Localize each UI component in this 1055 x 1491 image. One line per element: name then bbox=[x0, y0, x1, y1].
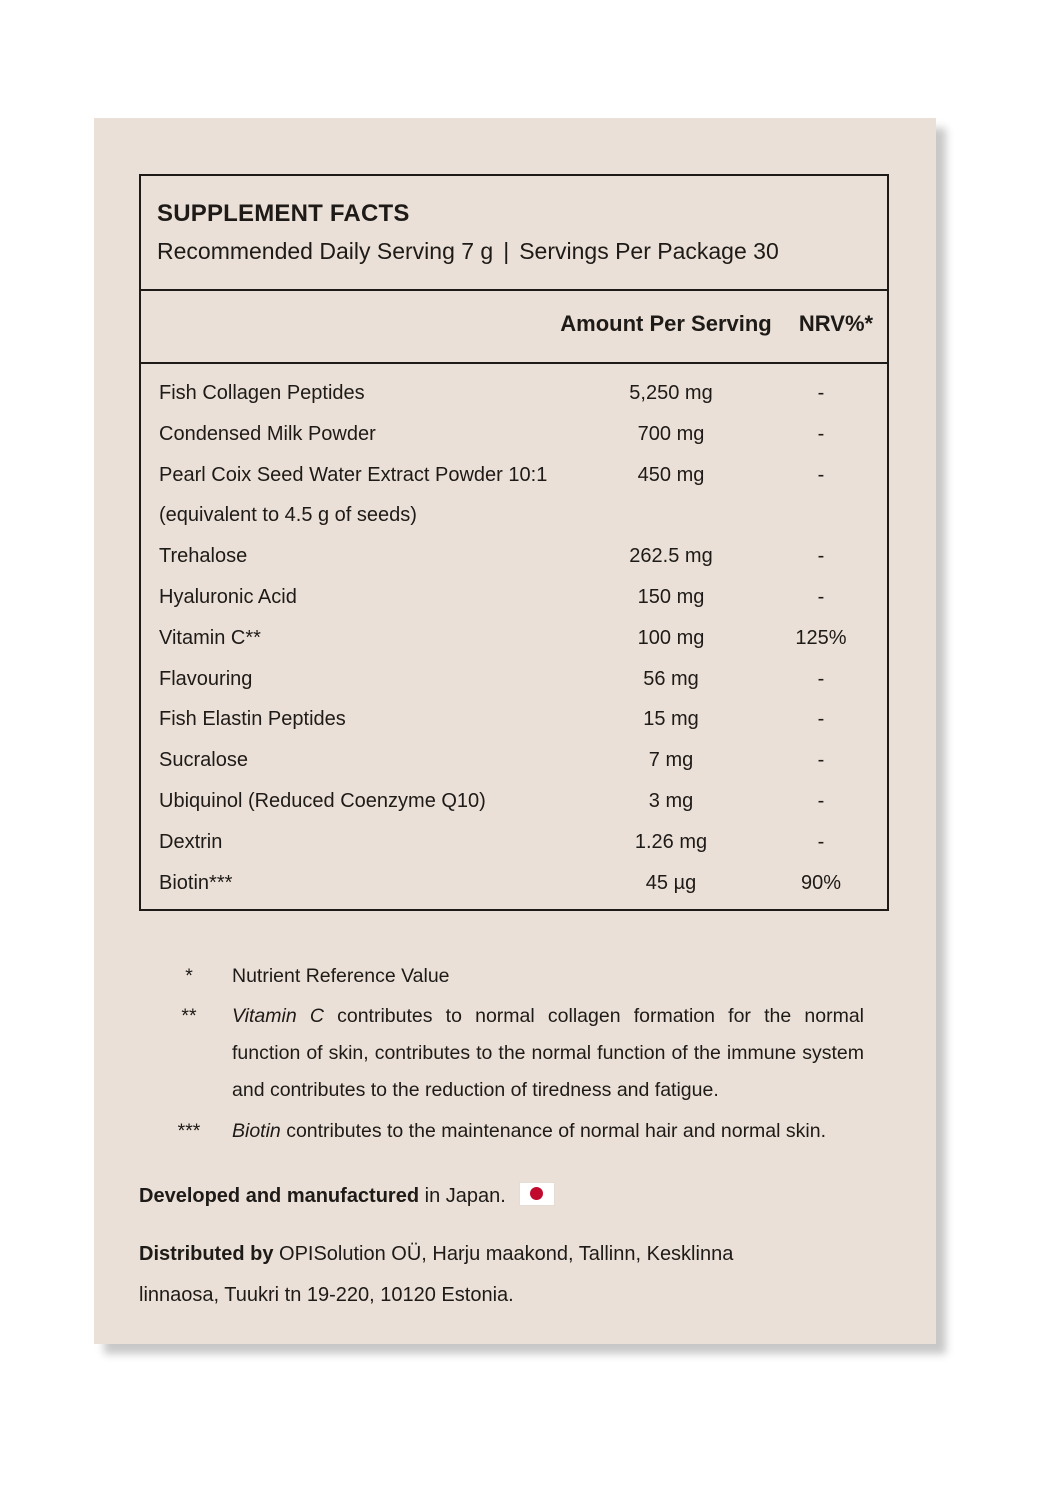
ingredient-name: Fish Collagen Peptides bbox=[159, 382, 365, 404]
column-headers bbox=[141, 291, 887, 364]
label-card bbox=[94, 118, 936, 1344]
table-row bbox=[141, 537, 887, 578]
ingredient-name: Flavouring bbox=[159, 667, 253, 690]
footnote-body: contributes to normal collagen formation for the normal function of skin, contributes to the normal function of the immune system and contributes to the reduction of tiredness and fatigue. bbox=[232, 1005, 864, 1101]
distributor-bold: Distributed by bbox=[139, 1243, 274, 1265]
serving-size: Recommended Daily Serving 7 g bbox=[157, 238, 494, 264]
ingredient-amount: 700 mg bbox=[637, 422, 705, 445]
ingredient-amount: 15 mg bbox=[643, 708, 699, 731]
ingredient-amount: 5,250 mg bbox=[629, 382, 713, 404]
table-row bbox=[141, 415, 887, 456]
ingredient-nrv: - bbox=[817, 382, 825, 404]
table-row bbox=[141, 496, 887, 537]
ingredient-amount: 45 µg bbox=[645, 871, 697, 894]
servings-per-package: Servings Per Package 30 bbox=[519, 238, 779, 264]
ingredient-amount: 1.26 mg bbox=[634, 830, 708, 853]
ingredient-nrv: - bbox=[817, 708, 825, 731]
supplement-facts-table bbox=[139, 174, 889, 911]
ingredient-rows bbox=[141, 374, 887, 904]
ingredient-name: Biotin*** bbox=[159, 871, 233, 894]
table-row bbox=[141, 864, 887, 905]
ingredient-name: Condensed Milk Powder bbox=[159, 422, 376, 445]
ingredient-nrv: - bbox=[817, 667, 825, 690]
footnote bbox=[164, 958, 864, 995]
ingredient-name: Ubiquinol (Reduced Coenzyme Q10) bbox=[159, 789, 486, 812]
ingredient-amount: 3 mg bbox=[648, 789, 694, 812]
table-row bbox=[141, 374, 887, 415]
amount-column-header: Amount Per Serving bbox=[560, 311, 772, 336]
facts-header bbox=[141, 176, 887, 291]
table-row bbox=[141, 823, 887, 864]
ingredient-amount: 150 mg bbox=[637, 585, 705, 608]
ingredient-name: Trehalose bbox=[159, 545, 248, 568]
table-row bbox=[141, 578, 887, 619]
distributor-statement bbox=[139, 1234, 789, 1316]
footnote-mark: * bbox=[185, 965, 193, 987]
ingredient-name: Sucralose bbox=[159, 749, 248, 772]
ingredient-nrv: - bbox=[817, 830, 825, 853]
footnote bbox=[164, 1113, 864, 1150]
ingredient-amount: 7 mg bbox=[648, 749, 694, 772]
ingredient-amount: 56 mg bbox=[643, 667, 699, 690]
ingredient-amount: 262.5 mg bbox=[629, 545, 713, 568]
distributor-text: OPISolution OÜ, Harju maakond, Tallinn, Kesklinna linnaosa, Tuukri tn 19-220, 10120 Estonia. bbox=[139, 1243, 734, 1306]
footnote-italic: Vitamin C bbox=[232, 1005, 324, 1027]
footnote-text bbox=[232, 958, 864, 995]
ingredient-name: Vitamin C** bbox=[159, 626, 261, 649]
footnote-text bbox=[232, 998, 864, 1109]
footnote-mark: *** bbox=[177, 1120, 201, 1142]
origin-text: in Japan. bbox=[419, 1185, 506, 1207]
ingredient-nrv: - bbox=[817, 789, 825, 812]
origin-bold: Developed and manufactured bbox=[139, 1185, 420, 1207]
footnote-text bbox=[232, 1113, 864, 1150]
ingredient-nrv: 125% bbox=[795, 626, 847, 649]
facts-title: SUPPLEMENT FACTS bbox=[157, 200, 410, 227]
footnote-body: contributes to the maintenance of normal hair and normal skin. bbox=[280, 1120, 826, 1142]
table-row bbox=[141, 619, 887, 660]
footnote-italic: Biotin bbox=[232, 1120, 281, 1142]
table-row bbox=[141, 660, 887, 701]
table-row bbox=[141, 741, 887, 782]
table-row bbox=[141, 456, 887, 497]
ingredient-amount: 450 mg bbox=[637, 463, 705, 486]
nrv-column-header: NRV%* bbox=[798, 311, 874, 336]
ingredient-nrv: - bbox=[817, 749, 825, 772]
ingredient-nrv: - bbox=[817, 422, 825, 445]
footnote-mark: ** bbox=[181, 1005, 197, 1027]
table-row bbox=[141, 700, 887, 741]
origin-statement bbox=[139, 1182, 555, 1208]
serving-separator: | bbox=[503, 238, 510, 264]
japan-flag-icon bbox=[519, 1182, 555, 1206]
ingredient-nrv: - bbox=[817, 463, 825, 486]
ingredient-amount: 100 mg bbox=[637, 626, 705, 649]
table-row bbox=[141, 782, 887, 823]
ingredient-name: Pearl Coix Seed Water Extract Powder 10:1 bbox=[159, 463, 548, 486]
ingredient-nrv: 90% bbox=[800, 871, 842, 894]
ingredient-name: Dextrin bbox=[159, 830, 223, 853]
serving-info bbox=[157, 238, 779, 265]
ingredient-name: Fish Elastin Peptides bbox=[159, 708, 346, 731]
footnote bbox=[164, 998, 864, 1109]
ingredient-name: (equivalent to 4.5 g of seeds) bbox=[159, 504, 417, 527]
ingredient-nrv: - bbox=[817, 585, 825, 608]
ingredient-name: Hyaluronic Acid bbox=[159, 585, 297, 608]
footnote-body: Nutrient Reference Value bbox=[232, 965, 450, 987]
ingredient-nrv: - bbox=[817, 545, 825, 568]
